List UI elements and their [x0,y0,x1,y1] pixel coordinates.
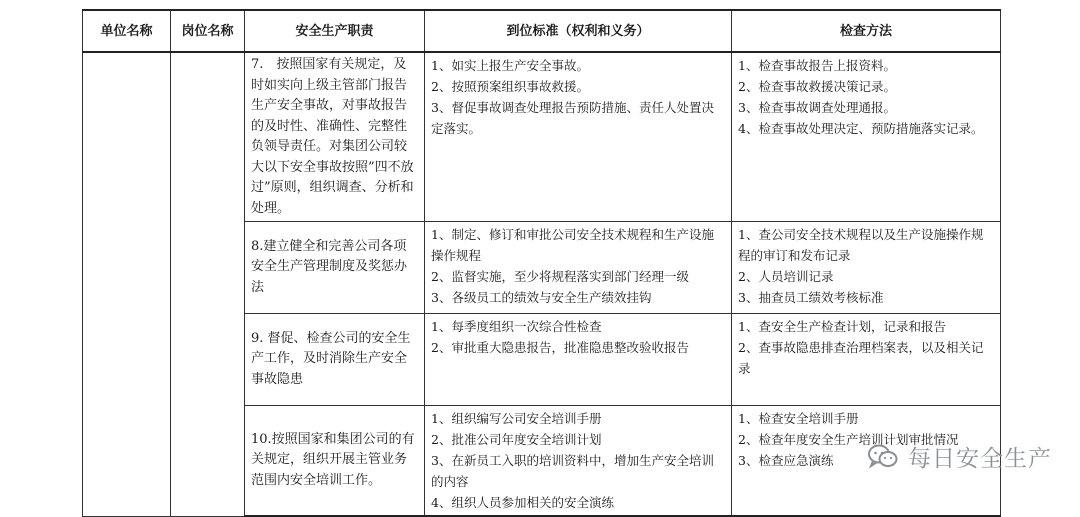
method-line: 3、检查应急演练 [738,453,834,468]
header-check-method: 检查方法 [732,10,1001,52]
method-cell [732,222,1001,314]
standard-cell [425,314,732,406]
method-line: 3、检查事故调查处理通报。 [738,100,896,115]
standard-line: 3、督促事故调查处理报告预防措施、责任人处置决定落实。 [431,100,714,136]
unit-name-cell [83,52,171,516]
standard-line: 2、批准公司年度安全培训计划 [431,432,602,447]
method-line: 2、检查年度安全生产培训计划审批情况 [738,432,959,447]
standard-line: 1、如实上报生产安全事故。 [431,58,589,73]
method-line: 2、检查事故救援决策记录。 [738,79,896,94]
standard-line: 1、每季度组织一次综合性检查 [431,319,602,334]
wechat-icon [868,444,898,470]
standard-line: 1、制定、修订和审批公司安全技术规程和生产设施操作规程 [431,227,714,263]
standard-line: 2、监督实施，至少将规程落实到部门经理一级 [431,269,689,284]
standard-line: 4、组织人员参加相关的安全演练 [431,495,614,510]
method-line: 2、人员培训记录 [738,269,834,284]
method-line: 3、抽查员工绩效考核标准 [738,290,884,305]
standard-line: 1、组织编写公司安全培训手册 [431,411,602,426]
duty-cell: 9. 督促、检查公司的安全生产工作，及时消除生产安全事故隐患 [245,314,425,406]
watermark [868,440,1052,473]
header-standard: 到位标准（权利和义务） [425,10,732,52]
method-line: 2、查事故隐患排查治理档案表，以及相关记录 [738,340,984,376]
table-header-row [83,10,1001,52]
standard-line: 2、审批重大隐患报告，批准隐患整改验收报告 [431,340,689,355]
method-line: 4、检查事故处理决定、预防措施落实记录。 [738,121,984,136]
standard-line: 3、在新员工入职的培训资料中，增加生产安全培训的内容 [431,453,714,489]
method-line: 1、检查事故报告上报资料。 [738,58,896,73]
duty-cell: 7. 按照国家有关规定，及时如实向上级主管部门报告生产安全事故，对事故报告的及时性、准确性、完整性负领导责任。对集团公司较大以下安全事故按照”四不放过”原则，组织调查、分析和处理。 [245,52,425,222]
standard-cell [425,222,732,314]
header-safety-duty: 安全生产职责 [245,10,425,52]
duty-cell: 10.按照国家和集团公司的有关规定，组织开展主管业务范围内安全培训工作。 [245,406,425,517]
standard-line: 2、按照预案组织事故救援。 [431,79,589,94]
header-unit-name: 单位名称 [83,10,171,52]
method-cell [732,314,1001,406]
duty-table [82,9,1001,517]
position-name-cell [171,52,245,516]
standard-cell [425,52,732,222]
method-line: 1、查安全生产检查计划，记录和报告 [738,319,946,334]
method-line: 1、查公司安全技术规程以及生产设施操作规程的审订和发布记录 [738,227,984,263]
method-line: 1、检查安全培训手册 [738,411,859,426]
method-cell [732,52,1001,222]
standard-line: 3、各级员工的绩效与安全生产绩效挂钩 [431,290,652,305]
standard-cell [425,406,732,517]
watermark-text: 每日安全生产 [908,446,1052,472]
duty-cell: 8.建立健全和完善公司各项安全生产管理制度及奖惩办法 [245,222,425,314]
table-row [83,52,1001,222]
header-position-name: 岗位名称 [171,10,245,52]
